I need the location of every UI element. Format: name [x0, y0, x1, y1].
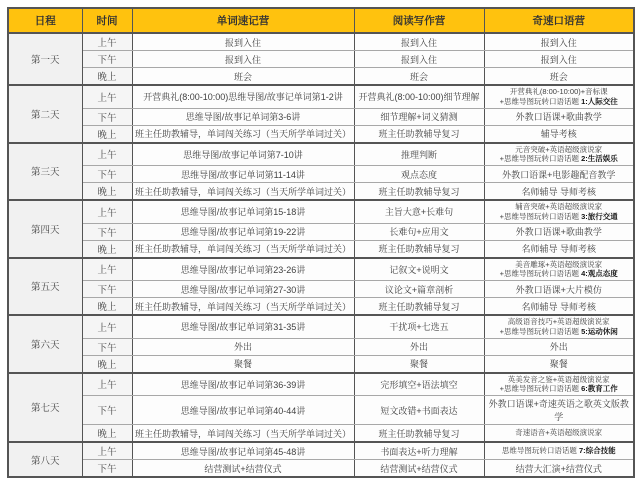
schedule-row: [8, 373, 634, 396]
cell-content: [484, 315, 634, 338]
cell-content-topic: 3:旅行交通: [581, 211, 618, 221]
cell-time: 晚上: [82, 68, 132, 86]
cell-content: [484, 425, 634, 443]
cell-time: 下午: [82, 338, 132, 355]
schedule-row: [8, 183, 634, 201]
cell-time: 下午: [82, 396, 132, 425]
cell-content: 思维导图/故事记单词第40-44讲: [132, 396, 354, 425]
schedule-row: [8, 315, 634, 338]
cell-content: 报到入住: [132, 51, 354, 68]
cell-time: 晚上: [82, 425, 132, 443]
cell-content: 班主任助教辅导，单词闯关练习（当天所学单词过关）: [132, 125, 354, 143]
cell-content: 结营大汇演+结营仪式: [484, 460, 634, 478]
cell-content: 结营测试+结营仪式: [132, 460, 354, 478]
cell-content: 外教口语课+奇速英语之歌英文版教学: [484, 396, 634, 425]
cell-content: 思维导图/故事记单词第19-22讲: [132, 223, 354, 240]
cell-content-line: 开营典礼(8:00-10:00)+音标课: [509, 87, 608, 96]
cell-time: 下午: [82, 281, 132, 298]
cell-content: [484, 200, 634, 223]
schedule-row: [8, 298, 634, 316]
schedule-row: [8, 258, 634, 281]
cell-content: 思维导图/故事记单词第15-18讲: [132, 200, 354, 223]
schedule-row: [8, 143, 634, 166]
cell-day: 第二天: [8, 85, 82, 143]
schedule-row: [8, 240, 634, 258]
schedule-table: [7, 7, 635, 478]
cell-time: 晚上: [82, 298, 132, 316]
cell-content: 报到入住: [484, 33, 634, 51]
cell-content: 班主任助教辅导复习: [354, 183, 484, 201]
cell-content: [484, 85, 634, 108]
schedule-row: [8, 33, 634, 51]
cell-content: 班主任助教辅导复习: [354, 425, 484, 443]
cell-content: 班会: [484, 68, 634, 86]
cell-content: 聚餐: [132, 355, 354, 373]
cell-time: 晚上: [82, 355, 132, 373]
cell-content-line: +思维导图玩转口语话题: [499, 96, 582, 106]
cell-content: 开营典礼(8:00-10:00)思维导图/故事记单词第1-2讲: [132, 85, 354, 108]
schedule-body: [8, 33, 634, 477]
cell-content: 外出: [354, 338, 484, 355]
cell-content-topic: 7:综合技能: [578, 446, 616, 456]
cell-content: 辅导考核: [484, 125, 634, 143]
cell-content: 班主任助教辅导复习: [354, 125, 484, 143]
cell-content-topic: 1:人际交往: [581, 96, 618, 106]
schedule-row: [8, 396, 634, 425]
cell-content: 班主任助教辅导，单词闯关练习（当天所学单词过关）: [132, 183, 354, 201]
schedule-row: [8, 223, 634, 240]
cell-content-topic: 4:观点态度: [581, 269, 618, 279]
cell-time: 晚上: [82, 125, 132, 143]
cell-content-line: +思维导图玩转口语话题: [499, 326, 582, 336]
schedule-row: [8, 108, 634, 125]
cell-content: [484, 143, 634, 166]
cell-time: 下午: [82, 166, 132, 183]
cell-time: 上午: [82, 85, 132, 108]
cell-content: 记叙文+说明文: [354, 258, 484, 281]
cell-content: 思维导图/故事记单词第3-6讲: [132, 108, 354, 125]
cell-time: 上午: [82, 33, 132, 51]
schedule-row: [8, 200, 634, 223]
cell-content: [484, 258, 634, 281]
cell-time: 下午: [82, 51, 132, 68]
cell-content-topic: 2:生活娱乐: [581, 154, 618, 164]
cell-day: 第一天: [8, 33, 82, 85]
column-header-reading-camp: 阅读写作营: [354, 8, 484, 33]
cell-content: 名师辅导 导师考核: [484, 183, 634, 201]
cell-time: 上午: [82, 373, 132, 396]
cell-time: 下午: [82, 460, 132, 478]
cell-content-line: 高级语音技巧+英语超级演说家: [507, 317, 610, 326]
cell-content: 外教口语课+歌曲教学: [484, 223, 634, 240]
cell-content: 细节理解+词义猜测: [354, 108, 484, 125]
cell-content: 聚餐: [484, 355, 634, 373]
cell-content-line: 辅音突破+英语超级演说家: [515, 202, 603, 211]
cell-content: 结营测试+结营仪式: [354, 460, 484, 478]
cell-time: 晚上: [82, 240, 132, 258]
cell-content: 思维导图/故事记单词第36-39讲: [132, 373, 354, 396]
cell-content: 思维导图/故事记单词第27-30讲: [132, 281, 354, 298]
column-header-oral-camp: 奇速口语营: [484, 8, 634, 33]
cell-content: 报到入住: [132, 33, 354, 51]
cell-content: 长难句+应用文: [354, 223, 484, 240]
schedule-row: [8, 338, 634, 355]
cell-content: 报到入住: [484, 51, 634, 68]
cell-content-line: 思维导图玩转口语话题: [501, 446, 579, 456]
cell-content: 班会: [132, 68, 354, 86]
cell-content: 班主任助教辅导复习: [354, 298, 484, 316]
schedule-row: [8, 68, 634, 86]
schedule-row: [8, 125, 634, 143]
cell-day: 第六天: [8, 315, 82, 373]
cell-content-topic: 5:运动休闲: [581, 326, 618, 336]
cell-content-line: 元音突破+英语超级演说家: [515, 144, 603, 154]
cell-content: 干扰项+七选五: [354, 315, 484, 338]
cell-content: 思维导图/故事记单词第31-35讲: [132, 315, 354, 338]
cell-content: 外教口语课+歌曲教学: [484, 108, 634, 125]
cell-content: 思维导图/故事记单词第7-10讲: [132, 143, 354, 166]
cell-time: 上午: [82, 315, 132, 338]
cell-day: 第五天: [8, 258, 82, 316]
schedule-row: [8, 166, 634, 183]
cell-content-line: +思维导图玩转口语话题: [499, 269, 582, 279]
cell-content: 外教口语课+大片模仿: [484, 281, 634, 298]
column-header-day: 日程: [8, 8, 82, 33]
cell-content: 短文改错+书面表达: [354, 396, 484, 425]
cell-content-line: +思维导图玩转口语话题: [499, 211, 582, 221]
cell-content: [484, 373, 634, 396]
cell-content: 名师辅导 导师考核: [484, 298, 634, 316]
cell-content: 外教口语课+电影趣配音教学: [484, 166, 634, 183]
schedule-header: [8, 8, 634, 33]
cell-content: 观点态度: [354, 166, 484, 183]
cell-content-line: 美音雕琢+英语超级演说家: [515, 259, 603, 269]
cell-content-line: +思维导图玩转口语话题: [499, 384, 582, 394]
cell-content: 完形填空+语法填空: [354, 373, 484, 396]
cell-content: 报到入住: [354, 51, 484, 68]
cell-content: 报到入住: [354, 33, 484, 51]
column-header-time: 时间: [82, 8, 132, 33]
schedule-row: [8, 85, 634, 108]
cell-content-line: +思维导图玩转口语话题: [499, 154, 582, 164]
cell-content: 班会: [354, 68, 484, 86]
cell-content: 聚餐: [354, 355, 484, 373]
cell-time: 下午: [82, 108, 132, 125]
cell-content: 开营典礼(8:00-10:00)细节理解: [354, 85, 484, 108]
cell-day: 第七天: [8, 373, 82, 443]
cell-content: 思维导图/故事记单词第23-26讲: [132, 258, 354, 281]
cell-content: 外出: [484, 338, 634, 355]
cell-content: 班主任助教辅导，单词闯关练习（当天所学单词过关）: [132, 425, 354, 443]
cell-content: 议论文+篇章剖析: [354, 281, 484, 298]
cell-content: 主旨大意+长难句: [354, 200, 484, 223]
header-row: [8, 8, 634, 33]
cell-content: 班主任助教辅导复习: [354, 240, 484, 258]
cell-day: 第三天: [8, 143, 82, 201]
cell-content: 思维导图/故事记单词第45-48讲: [132, 442, 354, 460]
cell-content-line: 奇速语音+英语超级演说家: [515, 428, 603, 438]
cell-content: 外出: [132, 338, 354, 355]
cell-content: [484, 442, 634, 460]
cell-content: 思维导图/故事记单词第11-14讲: [132, 166, 354, 183]
cell-content: 班主任助教辅导，单词闯关练习（当天所学单词过关）: [132, 298, 354, 316]
cell-time: 上午: [82, 442, 132, 460]
cell-content: 班主任助教辅导，单词闯关练习（当天所学单词过关）: [132, 240, 354, 258]
cell-content-line: 英美发音之鉴+英语超级演说家: [507, 374, 610, 384]
cell-time: 下午: [82, 223, 132, 240]
cell-content: 名师辅导 导师考核: [484, 240, 634, 258]
schedule-row: [8, 355, 634, 373]
cell-time: 晚上: [82, 183, 132, 201]
schedule-row: [8, 51, 634, 68]
column-header-word-camp: 单词速记营: [132, 8, 354, 33]
cell-content: 推理判断: [354, 143, 484, 166]
schedule-row: [8, 442, 634, 460]
cell-time: 上午: [82, 200, 132, 223]
cell-time: 上午: [82, 258, 132, 281]
cell-day: 第八天: [8, 442, 82, 477]
schedule-row: [8, 460, 634, 478]
schedule-row: [8, 281, 634, 298]
cell-content: 书面表达+听力理解: [354, 442, 484, 460]
schedule-row: [8, 425, 634, 443]
cell-day: 第四天: [8, 200, 82, 258]
cell-content-topic: 6:教育工作: [581, 384, 618, 394]
cell-time: 上午: [82, 143, 132, 166]
